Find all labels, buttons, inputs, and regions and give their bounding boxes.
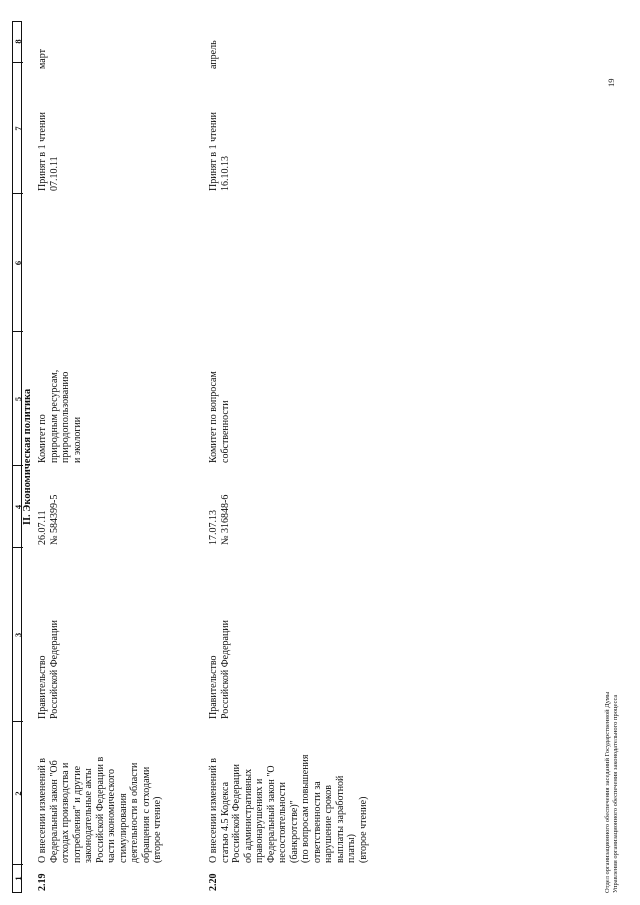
planned-month: апрель (208, 40, 219, 69)
bill-title-line: ответственности за (311, 781, 323, 863)
committee-line: и экологии (71, 416, 83, 463)
bill-status (208, 65, 231, 191)
bill-status (37, 65, 60, 191)
bill-initiator (208, 549, 231, 719)
column-number-5: 5 (13, 396, 23, 402)
column-number-6: 6 (13, 260, 23, 266)
bill-title-line: об административных (242, 768, 254, 863)
bill-title-line: (банкротстве)" (288, 800, 300, 863)
footer-line: Отдел организационного обеспечения заседаний Государственной Думы (604, 691, 611, 893)
bill-title-line: обращения с отходами (140, 766, 152, 863)
column-number-3: 3 (13, 632, 23, 638)
section-heading (22, 21, 34, 893)
column-number-1: 1 (13, 876, 23, 881)
column-number-7: 7 (13, 126, 23, 131)
registration (37, 465, 60, 545)
initiator-line: Российской Федерации (219, 619, 231, 719)
section-title: II. Экономическая политика (22, 388, 33, 526)
bill-title-line: О внесении изменений в (208, 757, 219, 863)
bill-title-line: несостоятельности (277, 782, 288, 863)
column-number-2: 2 (13, 791, 23, 796)
bill-title-line: части экономического (106, 769, 117, 863)
responsible-committee (37, 333, 83, 463)
bill-title (37, 723, 164, 863)
bill-title-line: статью 4.5 Кодекса (219, 781, 231, 863)
status-line: Принят в 1 чтении (208, 111, 219, 191)
registration-number: № 584399-5 (48, 494, 60, 545)
status-line: 07.10.11 (48, 156, 60, 191)
bill-initiator (37, 549, 60, 719)
column-number-4: 4 (13, 504, 23, 510)
bill-title (208, 723, 369, 863)
responsible-committee (208, 333, 231, 463)
bill-title-line: Российской Федерации в (94, 756, 106, 863)
footer-line: Управления организационного обеспечения законодательного процесса (612, 694, 619, 893)
registration (208, 465, 231, 545)
initiator-line: Российской Федерации (48, 619, 60, 719)
row-number: 2.19 (37, 873, 48, 891)
bill-title-line: О внесении изменений в (37, 757, 48, 863)
bill-title-line: (по вопросам повышения (300, 754, 311, 863)
bill-title-line: правонарушениях и (254, 778, 265, 863)
bill-title-line: (второе чтение) (152, 796, 163, 863)
bill-title-line: потребления" и другие (71, 765, 83, 863)
committee-line: природопользованию (60, 371, 71, 463)
footer-department (604, 473, 620, 893)
committee-line: природным ресурсам, (48, 369, 60, 463)
initiator-line: Правительство (37, 655, 48, 719)
bill-title-line: деятельности в области (129, 762, 140, 863)
bill-title-line: законодательные акты (83, 768, 94, 863)
column-number-8: 8 (13, 39, 23, 44)
bill-title-line: Федеральный закон "Об (48, 760, 60, 863)
status-line: Принят в 1 чтении (37, 111, 48, 191)
row-number: 2.20 (208, 873, 219, 891)
bill-title-line: Российской Федерации (231, 763, 242, 863)
bill-title-line: отходах производства и (60, 762, 71, 863)
committee-line: Комитет по (37, 414, 48, 463)
bill-title-line: Федеральный закон "О (265, 765, 277, 863)
registration-number: № 316848-6 (219, 494, 231, 545)
column-number-header (12, 21, 22, 893)
page-number: 19 (606, 78, 616, 87)
bill-title-line: стимулирования (117, 793, 129, 863)
bill-title-line: платы) (346, 834, 357, 863)
committee-line: Комитет по вопросам (208, 371, 219, 463)
bill-title-line: нарушение сроков (323, 785, 334, 863)
planned-month: март (37, 49, 48, 69)
bill-title-line: (второе чтение) (357, 796, 369, 863)
initiator-line: Правительство (208, 655, 219, 719)
registration-date: 26.07.11 (37, 510, 48, 545)
committee-line: собственности (219, 400, 231, 463)
registration-date: 17.07.13 (208, 510, 219, 545)
status-line: 16.10.13 (219, 156, 231, 191)
bill-title-line: выплаты заработной (334, 775, 346, 863)
